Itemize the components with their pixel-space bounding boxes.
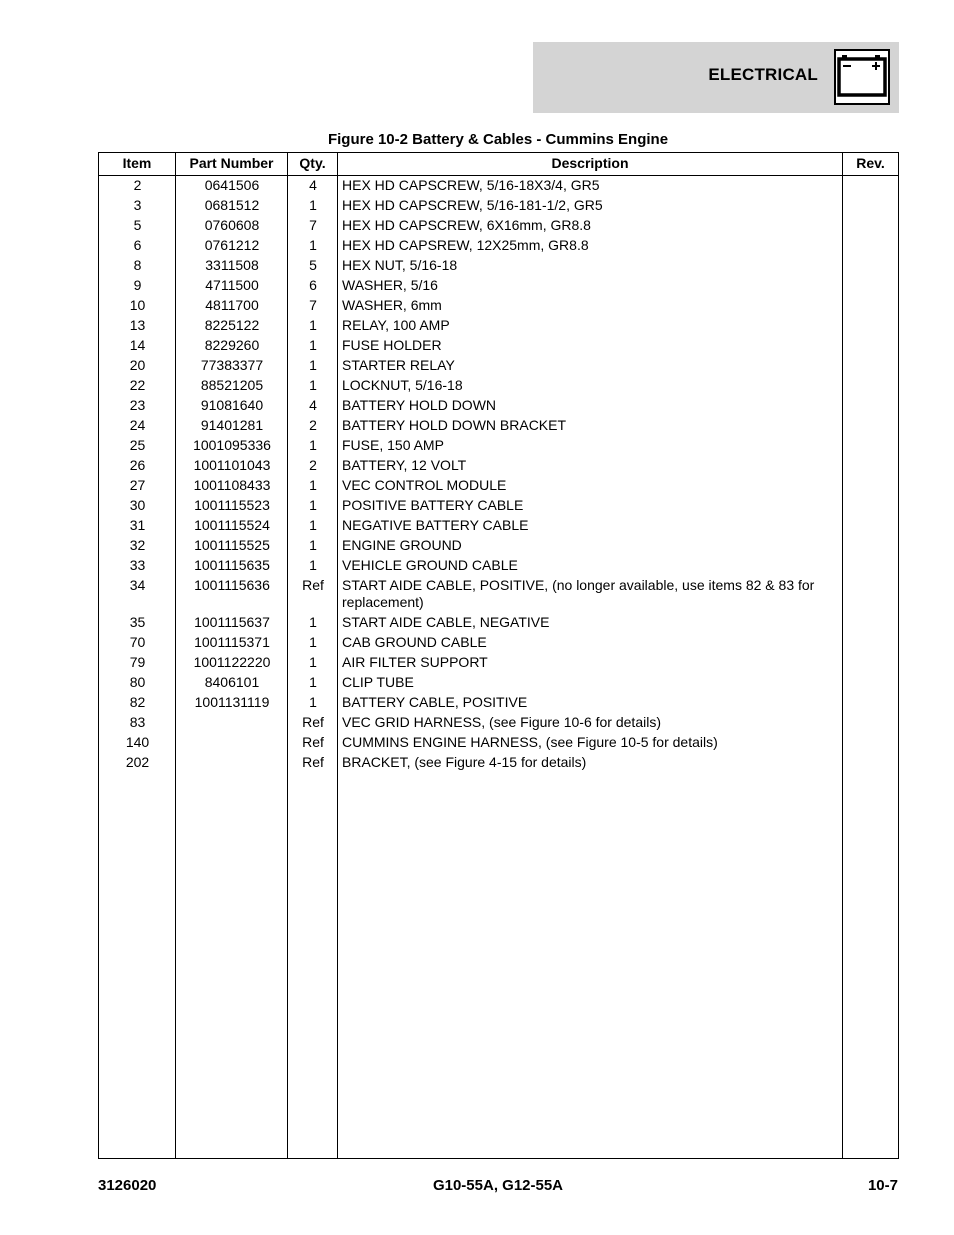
table-row [99, 195, 898, 215]
part-number-cell: 1001115524 [194, 517, 270, 533]
qty-cell: 2 [309, 417, 317, 433]
description-cell: CUMMINS ENGINE HARNESS, (see Figure 10-5 for details) [342, 734, 718, 750]
table-row [99, 275, 898, 295]
description-cell: RELAY, 100 AMP [342, 317, 450, 333]
part-number-cell: 1001115636 [194, 577, 270, 593]
part-number-cell: 1001115525 [194, 537, 270, 553]
description-cell: POSITIVE BATTERY CABLE [342, 497, 524, 513]
item-cell: 25 [129, 437, 146, 453]
table-row [99, 575, 898, 612]
item-cell: 140 [125, 734, 150, 750]
item-cell: 5 [133, 217, 142, 233]
item-cell: 13 [129, 317, 146, 333]
description-cell: AIR FILTER SUPPORT [342, 654, 488, 670]
description-cell: FUSE HOLDER [342, 337, 442, 353]
qty-cell: 1 [309, 437, 317, 453]
table-row [99, 672, 898, 692]
description-cell: BRACKET, (see Figure 4-15 for details) [342, 754, 587, 770]
item-cell: 23 [129, 397, 146, 413]
qty-cell: 1 [309, 654, 317, 670]
qty-cell: 6 [309, 277, 317, 293]
qty-cell: Ref [302, 734, 324, 750]
item-cell: 2 [133, 177, 142, 193]
part-number-cell: 91401281 [200, 417, 264, 433]
qty-cell: 1 [309, 337, 317, 353]
part-number-cell: 1001115371 [194, 634, 270, 650]
item-cell: 82 [129, 694, 146, 710]
item-cell: 30 [129, 497, 146, 513]
table-row [99, 495, 898, 515]
qty-cell: 5 [309, 257, 317, 273]
qty-cell: 2 [309, 457, 317, 473]
item-cell: 3 [133, 197, 142, 213]
description-cell: LOCKNUT, 5/16-18 [342, 377, 463, 393]
part-number-cell: 0761212 [204, 237, 260, 253]
table-body [99, 175, 898, 772]
part-number-cell: 8229260 [204, 337, 260, 353]
item-cell: 34 [129, 577, 146, 593]
part-number-cell: 4811700 [205, 297, 259, 313]
qty-cell: 1 [309, 377, 317, 393]
doc-number: 3126020 [98, 1177, 157, 1194]
table-row [99, 612, 898, 632]
description-cell: HEX HD CAPSREW, 12X25mm, GR8.8 [342, 237, 589, 253]
table-row [99, 255, 898, 275]
qty-cell: 7 [309, 217, 317, 233]
description-cell: VEC GRID HARNESS, (see Figure 10-6 for details) [342, 714, 661, 730]
item-cell: 79 [129, 654, 146, 670]
header-rev: Rev. [856, 155, 885, 171]
description-cell: WASHER, 6mm [342, 297, 442, 313]
parts-table [98, 152, 899, 1159]
table-row [99, 395, 898, 415]
header-qty: Qty. [299, 155, 326, 171]
item-cell: 83 [129, 714, 146, 730]
description-cell: BATTERY, 12 VOLT [342, 457, 467, 473]
description-cell: BATTERY HOLD DOWN BRACKET [342, 417, 567, 433]
qty-cell: Ref [302, 714, 324, 730]
model-numbers: G10-55A, G12-55A [432, 1177, 564, 1194]
item-cell: 24 [129, 417, 146, 433]
table-row [99, 375, 898, 395]
table-row [99, 535, 898, 555]
header-description: Description [551, 155, 629, 171]
section-title: ELECTRICAL [708, 65, 818, 84]
description-cell: VEHICLE GROUND CABLE [342, 557, 518, 573]
item-cell: 33 [129, 557, 146, 573]
qty-cell: 1 [309, 357, 317, 373]
part-number-cell: 1001131119 [194, 694, 270, 710]
part-number-cell: 0760608 [204, 217, 260, 233]
item-cell: 70 [129, 634, 146, 650]
qty-cell: 1 [309, 694, 317, 710]
table-row [99, 475, 898, 495]
item-cell: 31 [129, 517, 146, 533]
table-row [99, 632, 898, 652]
qty-cell: 1 [309, 497, 317, 513]
item-cell: 9 [133, 277, 142, 293]
description-cell: START AIDE CABLE, POSITIVE, (no longer available, use items 82 & 83 for replacement) [342, 577, 815, 610]
figure-title: Figure 10-2 Battery & Cables - Cummins Engine [327, 131, 669, 148]
part-number-cell: 91081640 [200, 397, 264, 413]
qty-cell: 7 [309, 297, 317, 313]
item-cell: 32 [129, 537, 146, 553]
part-number-cell: 1001115635 [194, 557, 270, 573]
item-cell: 20 [129, 357, 146, 373]
qty-cell: 1 [309, 517, 317, 533]
qty-cell: 1 [309, 317, 317, 333]
part-number-cell: 88521205 [200, 377, 264, 393]
qty-cell: 1 [309, 557, 317, 573]
description-cell: CAB GROUND CABLE [342, 634, 487, 650]
part-number-cell: 8406101 [204, 674, 260, 690]
qty-cell: 1 [309, 614, 317, 630]
qty-cell: 1 [309, 537, 317, 553]
table-row [99, 235, 898, 255]
description-cell: CLIP TUBE [342, 674, 414, 690]
part-number-cell: 1001095336 [193, 437, 271, 453]
table-row [99, 435, 898, 455]
description-cell: HEX HD CAPSCREW, 5/16-18X3/4, GR5 [342, 177, 600, 193]
description-cell: STARTER RELAY [342, 357, 455, 373]
table-row [99, 295, 898, 315]
table-row [99, 652, 898, 672]
item-cell: 27 [129, 477, 146, 493]
item-cell: 14 [129, 337, 146, 353]
description-cell: VEC CONTROL MODULE [342, 477, 507, 493]
header-item: Item [122, 155, 152, 171]
qty-cell: 4 [309, 397, 317, 413]
part-number-cell: 77383377 [200, 357, 264, 373]
description-cell: ENGINE GROUND [342, 537, 462, 553]
description-cell: WASHER, 5/16 [342, 277, 438, 293]
description-cell: HEX HD CAPSCREW, 6X16mm, GR8.8 [342, 217, 591, 233]
description-cell: NEGATIVE BATTERY CABLE [342, 517, 529, 533]
table-row [99, 455, 898, 475]
description-cell: BATTERY HOLD DOWN [342, 397, 497, 413]
description-cell: HEX HD CAPSCREW, 5/16-181-1/2, GR5 [342, 197, 603, 213]
qty-cell: 1 [309, 477, 317, 493]
qty-cell: 1 [309, 197, 317, 213]
battery-icon [834, 49, 890, 105]
qty-cell: 1 [309, 634, 317, 650]
item-cell: 202 [125, 754, 150, 770]
table-row [99, 315, 898, 335]
part-number-cell: 1001115637 [194, 614, 270, 630]
qty-cell: 1 [309, 237, 317, 253]
part-number-cell: 8225122 [204, 317, 260, 333]
table-row [99, 732, 898, 752]
table-row [99, 215, 898, 235]
description-cell: FUSE, 150 AMP [342, 437, 444, 453]
part-number-cell: 1001122220 [193, 654, 271, 670]
table-row [99, 335, 898, 355]
part-number-cell: 1001115523 [194, 497, 270, 513]
table-row [99, 752, 898, 772]
item-cell: 8 [133, 257, 142, 273]
description-cell: START AIDE CABLE, NEGATIVE [342, 614, 550, 630]
part-number-cell: 0681512 [204, 197, 260, 213]
table-row [99, 692, 898, 712]
item-cell: 26 [129, 457, 146, 473]
table-row [99, 415, 898, 435]
item-cell: 10 [129, 297, 146, 313]
part-number-cell: 3311508 [205, 257, 259, 273]
table-row [99, 355, 898, 375]
description-cell: HEX NUT, 5/16-18 [342, 257, 458, 273]
item-cell: 35 [129, 614, 146, 630]
table-row [99, 555, 898, 575]
part-number-cell: 1001108433 [193, 477, 271, 493]
part-number-cell: 4711500 [205, 277, 259, 293]
description-cell: BATTERY CABLE, POSITIVE [342, 694, 528, 710]
table-row [99, 712, 898, 732]
table-header-row [99, 153, 898, 176]
header-part-number: Part Number [189, 155, 274, 171]
qty-cell: 1 [309, 674, 317, 690]
qty-cell: Ref [302, 754, 324, 770]
item-cell: 6 [133, 237, 142, 253]
part-number-cell: 1001101043 [193, 457, 271, 473]
page-number: 10-7 [867, 1177, 898, 1194]
part-number-cell: 0641506 [204, 177, 260, 193]
item-cell: 22 [129, 377, 146, 393]
item-cell: 80 [129, 674, 146, 690]
qty-cell: Ref [302, 577, 324, 593]
table-row [99, 175, 898, 195]
qty-cell: 4 [309, 177, 317, 193]
table-row [99, 515, 898, 535]
